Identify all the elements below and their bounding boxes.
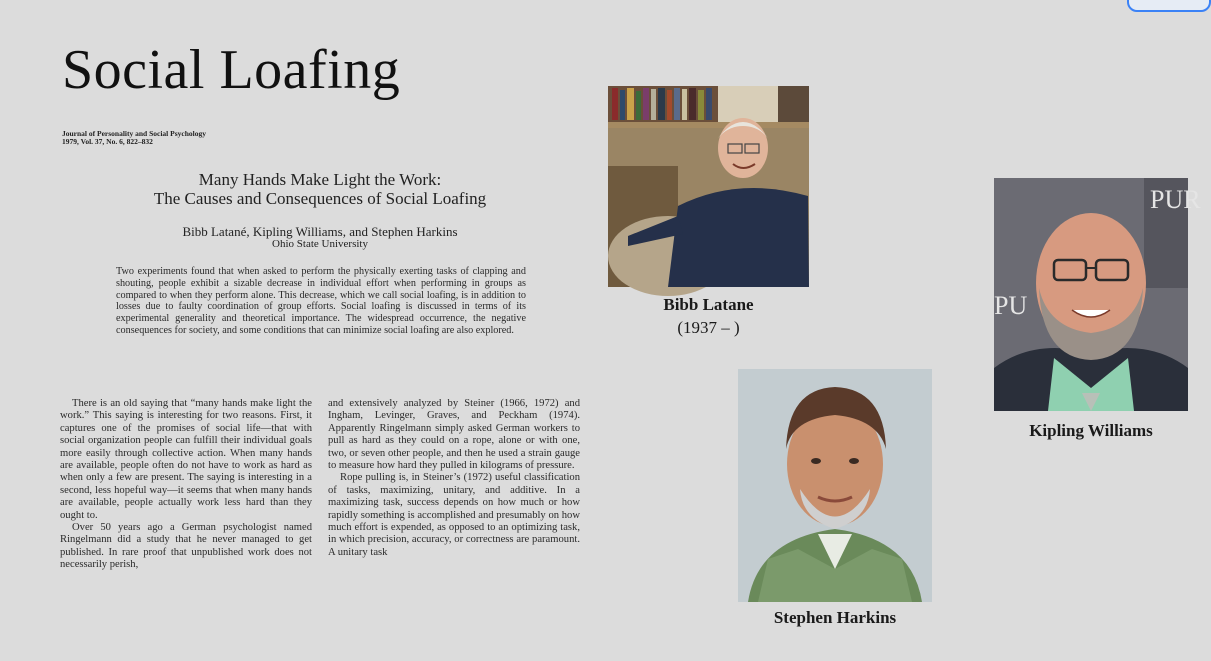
- paper-abstract: Two experiments found that when asked to perform the physically exerting tasks of clapping and shouting, people exhibit a sizable decrease in individual effort when performing in groups as compared to when they perform alone. This decrease, which we call social loafing, is in addition to losses due to faulty coordination of group efforts. Social loafing is discussed in terms of its experimental generality and theoretical importance. The widespread occurrence, the negative consequences for society, and some conditions that can minimize social loafing are also explored.: [116, 266, 526, 336]
- williams-photo: [994, 178, 1201, 411]
- harkins-name: Stephen Harkins: [773, 608, 897, 627]
- slide-title: Social Loafing: [62, 39, 401, 101]
- williams-name: Kipling Williams: [1029, 421, 1153, 440]
- journal-citation: [62, 130, 206, 146]
- latane-name: Bibb Latane: [663, 295, 754, 314]
- svg-text:PU: PU: [994, 291, 1028, 320]
- harkins-photo: [738, 369, 932, 602]
- latane-years: (1937 – ): [677, 318, 740, 337]
- body-column-left: [60, 398, 312, 572]
- body-paragraph: There is an old saying that “many hands make light the work.” This saying is interesting for two reasons. First, it captures one of the promises of social life—that with social organization people can fulfill their individual goals more easily through collective action. When many hands are available, people often do not have to work as hard as when only a few are present. The saying is interesting in a second, less hopeful way—it seems that when many hands are available, people actually work less hard than they ought to.: [60, 398, 312, 521]
- paper-authors: Bibb Latané, Kipling Williams, and Stephen Harkins: [182, 224, 458, 239]
- corner-tab[interactable]: [1127, 0, 1211, 12]
- paper-title-line-2: The Causes and Consequences of Social Loafing: [153, 189, 487, 208]
- svg-text:PUR: PUR: [1150, 185, 1201, 214]
- body-paragraph: Over 50 years ago a German psychologist named Ringelmann did a study that he never managed to get published. In rare proof that unpublished work does not necessarily perish,: [60, 522, 312, 571]
- latane-photo: [608, 86, 809, 287]
- paper-title-line-1: Many Hands Make Light the Work:: [198, 170, 442, 189]
- body-column-right: [328, 398, 580, 559]
- journal-name: Journal of Personality and Social Psychology: [62, 129, 206, 138]
- paper-affiliation: Ohio State University: [272, 238, 368, 250]
- paper-title: [62, 170, 578, 208]
- journal-volume: 1979, Vol. 37, No. 6, 822–832: [62, 137, 153, 146]
- body-paragraph: and extensively analyzed by Steiner (1966, 1972) and Ingham, Levinger, Graves, and Peckham (1974). Apparently Ringelmann simply asked German workers to pull as hard as they could on a rope, alone or with one, two, or seven other people, and then he used a strain gauge to measure how hard they pulled in kilograms of pressure.: [328, 398, 580, 472]
- body-paragraph: Rope pulling is, in Steiner’s (1972) useful classification of tasks, maximizing, unitary, and additive. In a maximizing task, success depends on how much or how rapidly something is accomplished and presumably on how much effort is expended, as opposed to an optimizing task, in which precision, accuracy, or correctness are paramount. A unitary task: [328, 472, 580, 558]
